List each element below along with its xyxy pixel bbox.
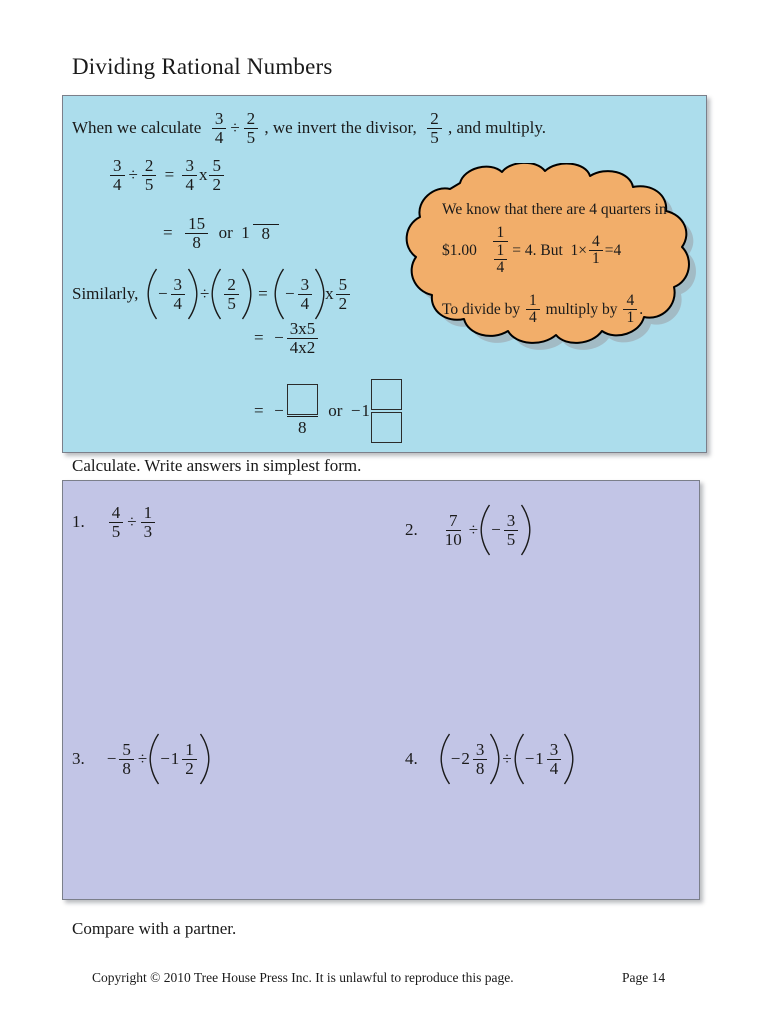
exercise-3-mixed-number	[160, 741, 199, 777]
intro-inverted-denominator: 5	[430, 127, 439, 147]
step2-mixed-denominator: 8	[261, 223, 271, 243]
intro-lead: When we calculate	[72, 118, 202, 138]
cloud-reciprocal-denominator: 1	[592, 250, 600, 268]
mid-paren-close-icon	[241, 268, 252, 320]
example-intro-line	[72, 110, 546, 146]
step4-numerator: 3x5	[287, 320, 319, 339]
cloud-multiply-label: multiply by	[545, 300, 618, 318]
cloud-text-block	[390, 163, 730, 368]
exercise-4-b-whole: 1	[535, 749, 544, 768]
step1-a-denominator: 4	[113, 174, 122, 194]
right-paren-open-icon	[274, 268, 285, 320]
step3-b-denominator: 5	[227, 293, 236, 313]
step5-sign: −	[274, 401, 284, 420]
cloud-period: .	[532, 241, 537, 259]
step2-mixed-whole: 1	[241, 223, 250, 243]
exercise-3-a-denominator: 8	[122, 758, 131, 778]
exercise-item-2[interactable]	[405, 504, 531, 556]
cloud-complex-den-den: 4	[496, 259, 505, 277]
exercise-2-a-numerator: 7	[446, 512, 461, 531]
step2-result-denominator: 8	[192, 232, 201, 252]
right-paren-close-icon	[314, 268, 325, 320]
step2-or-label: or	[218, 223, 233, 243]
step4-equals-sign: =	[254, 328, 264, 348]
example-step-4	[252, 320, 320, 356]
example-step-2	[161, 215, 281, 251]
exercise-1-fraction-a	[109, 504, 124, 540]
exercise-3-paren-open-icon	[149, 733, 160, 785]
exercise-1-a-denominator: 5	[111, 521, 121, 541]
exercise-2-fraction-b	[504, 512, 519, 548]
step3-c-sign: −	[284, 284, 295, 303]
exercise-3-a-numerator: 5	[119, 741, 134, 760]
step3-a-denominator: 4	[173, 293, 183, 313]
exercise-3-a-sign: −	[106, 749, 117, 768]
step3-divide-sign: ÷	[200, 284, 210, 303]
step5-answer-fraction	[287, 384, 318, 438]
calculate-instruction: Calculate. Write answers in simplest form.	[72, 456, 362, 475]
copyright-text: Copyright © 2010 Tree House Press Inc. It is unlawful to reproduce this page.	[92, 970, 514, 985]
exercise-2-b-denominator: 5	[506, 529, 516, 549]
intro-dividend-fraction	[212, 110, 227, 146]
intro-dividend-numerator: 3	[212, 110, 227, 129]
step2-mixed-fraction	[253, 224, 279, 243]
left-paren-open-icon	[147, 268, 158, 320]
exercise-1-fraction-b	[141, 504, 156, 540]
step5-whole-number: 1	[361, 401, 370, 420]
cloud-complex-denominator-fraction	[494, 243, 508, 276]
exercise-1-operator: ÷	[127, 512, 137, 532]
page-number-label: Page 14	[622, 970, 666, 985]
step2-result-numerator: 15	[185, 215, 208, 234]
exercise-4-paren-open-b-icon	[514, 733, 525, 785]
exercise-4-b-sign: −	[524, 749, 535, 768]
intro-inverted-numerator: 2	[427, 110, 442, 129]
step5-mixed-answer-boxes	[371, 378, 402, 444]
cloud-but-label: But	[540, 241, 563, 259]
step1-equals-sign: =	[164, 165, 175, 185]
intro-tail-text: , and multiply.	[447, 118, 547, 138]
step5-or-label: or	[328, 401, 343, 420]
step3-fraction-a	[171, 276, 186, 312]
cloud-money-amount: $1.00	[442, 241, 477, 259]
exercise-2-paren-close-icon	[520, 504, 531, 556]
exercise-3-b-whole: 1	[170, 749, 180, 768]
step3-fraction-d	[336, 276, 351, 312]
exercise-4-a-sign: −	[450, 749, 461, 768]
step4-denominator: 4x2	[289, 337, 316, 357]
cloud-line-2	[442, 225, 621, 276]
exercise-2-number: 2.	[405, 520, 418, 539]
step4-sign: −	[274, 328, 284, 348]
exercise-item-4[interactable]	[405, 733, 574, 785]
cloud-multiplier-numerator: 4	[623, 293, 637, 310]
answer-box-numerator[interactable]	[287, 384, 318, 415]
step5-equals-sign: =	[254, 401, 264, 420]
intro-inverted-fraction	[427, 110, 442, 146]
step2-mixed-number	[241, 223, 281, 243]
exercise-3-fraction-b	[182, 741, 197, 777]
intro-divide-sign: ÷	[230, 118, 240, 138]
exercise-item-3[interactable]	[72, 733, 210, 785]
step1-divide-sign: ÷	[128, 165, 138, 185]
exercise-2-b-numerator: 3	[504, 512, 519, 531]
step1-a-numerator: 3	[110, 157, 125, 176]
exercise-4-operator: ÷	[502, 749, 512, 768]
cloud-one-times: 1×	[570, 241, 588, 259]
exercise-2-b-sign: −	[491, 520, 501, 539]
exercise-4-fraction-a	[473, 741, 488, 777]
intro-middle-text: , we invert the divisor,	[264, 118, 417, 138]
cloud-line-1: We know that there are 4 quarters in	[442, 201, 667, 218]
step3-fraction-c	[298, 276, 313, 312]
exercise-3-fraction-a	[119, 741, 134, 777]
exercise-item-1[interactable]	[72, 504, 157, 540]
exercise-3-paren-close-icon	[199, 733, 210, 785]
intro-dividend-denominator: 4	[214, 127, 224, 147]
cloud-divisor-denominator: 4	[529, 309, 537, 327]
step3-c-denominator: 4	[300, 293, 310, 313]
intro-divisor-denominator: 5	[246, 127, 256, 147]
step5-second-sign: −	[350, 401, 361, 420]
step1-fraction-a	[110, 157, 125, 193]
cloud-complex-numerator: 1	[493, 225, 509, 242]
exercise-4-number: 4.	[405, 749, 418, 768]
step1-d-numerator: 5	[209, 157, 224, 176]
exercise-4-b-numerator: 3	[547, 741, 562, 760]
cloud-complex-fraction	[492, 225, 510, 276]
exercise-4-mixed-number-a	[451, 741, 490, 777]
example-step-3	[72, 268, 352, 320]
cloud-multiplier-fraction	[623, 293, 637, 326]
cloud-reciprocal-numerator: 4	[589, 234, 603, 251]
cloud-reciprocal-result: =4	[604, 241, 622, 259]
exercise-4-paren-close-a-icon	[489, 733, 500, 785]
exercise-panel	[62, 480, 700, 900]
exercise-3-b-numerator: 1	[182, 741, 197, 760]
step1-fraction-b	[142, 157, 157, 193]
step3-lead-label: Similarly,	[72, 284, 139, 303]
mid-paren-open-icon	[211, 268, 222, 320]
cloud-line-3	[442, 293, 643, 326]
compare-instruction: Compare with a partner.	[72, 919, 237, 938]
exercise-4-a-whole: 2	[461, 749, 470, 768]
step3-fraction-b	[224, 276, 239, 312]
step3-c-numerator: 3	[298, 276, 313, 295]
example-step-1	[108, 157, 226, 193]
cloud-complex-denominator	[492, 242, 510, 276]
step1-times-sign: x	[198, 165, 208, 185]
cloud-line3-period: .	[639, 300, 644, 318]
step2-equals-sign: =	[163, 223, 173, 243]
step1-b-numerator: 2	[142, 157, 157, 176]
exercise-1-b-denominator: 3	[143, 521, 153, 541]
cloud-divisor-fraction	[526, 293, 540, 326]
cloud-complex-equals: = 4	[512, 241, 533, 259]
step1-c-denominator: 4	[185, 174, 194, 194]
intro-divisor-numerator: 2	[244, 110, 259, 129]
exercise-2-fraction-a	[442, 512, 465, 548]
step3-d-numerator: 5	[336, 276, 351, 295]
cloud-reciprocal-fraction	[589, 234, 603, 267]
step1-fraction-d	[209, 157, 224, 193]
step4-fraction	[287, 320, 319, 356]
exercise-4-a-numerator: 3	[473, 741, 488, 760]
exercise-4-a-denominator: 8	[475, 758, 485, 778]
step1-b-denominator: 5	[144, 174, 154, 194]
step3-d-denominator: 2	[338, 293, 348, 313]
answer-box-mixed-denominator[interactable]	[371, 412, 402, 443]
step1-d-denominator: 2	[212, 174, 221, 194]
exercise-1-a-numerator: 4	[109, 504, 124, 523]
exercise-4-fraction-b	[547, 741, 562, 777]
cloud-divide-lead: To divide by	[442, 300, 521, 318]
step3-times-sign: x	[325, 284, 334, 303]
exercise-3-b-sign: −	[160, 749, 170, 768]
answer-box-mixed-numerator[interactable]	[371, 379, 402, 410]
exercise-2-paren-open-icon	[480, 504, 491, 556]
step3-a-numerator: 3	[171, 276, 186, 295]
exercise-1-b-numerator: 1	[141, 504, 156, 523]
step3-equals-sign: =	[258, 284, 268, 303]
step5-denominator: 8	[297, 418, 307, 437]
exercise-4-paren-open-a-icon	[440, 733, 451, 785]
exercise-2-operator: ÷	[468, 520, 479, 539]
step2-result-fraction	[185, 215, 208, 251]
exercise-4-paren-close-b-icon	[563, 733, 574, 785]
thought-cloud	[390, 163, 730, 368]
step3-a-sign: −	[157, 284, 168, 303]
cloud-divisor-numerator: 1	[526, 293, 540, 310]
exercise-3-b-denominator: 2	[185, 758, 194, 778]
exercise-4-mixed-number-b	[525, 741, 564, 777]
step1-c-numerator: 3	[182, 157, 197, 176]
intro-divisor-fraction	[244, 110, 259, 146]
step1-fraction-c	[182, 157, 197, 193]
cloud-complex-den-num: 1	[494, 243, 508, 260]
exercise-3-number: 3.	[72, 749, 85, 768]
exercise-1-number: 1.	[72, 512, 85, 532]
page-title: Dividing Rational Numbers	[72, 54, 333, 79]
exercise-4-b-denominator: 4	[549, 758, 559, 778]
example-step-5	[252, 378, 403, 444]
exercise-2-a-denominator: 10	[444, 529, 462, 549]
exercise-3-operator: ÷	[137, 749, 148, 768]
step5-numerator-box-wrap	[287, 384, 318, 417]
left-paren-close-icon	[187, 268, 198, 320]
step3-b-numerator: 2	[224, 276, 239, 295]
cloud-multiplier-denominator: 1	[626, 309, 635, 327]
